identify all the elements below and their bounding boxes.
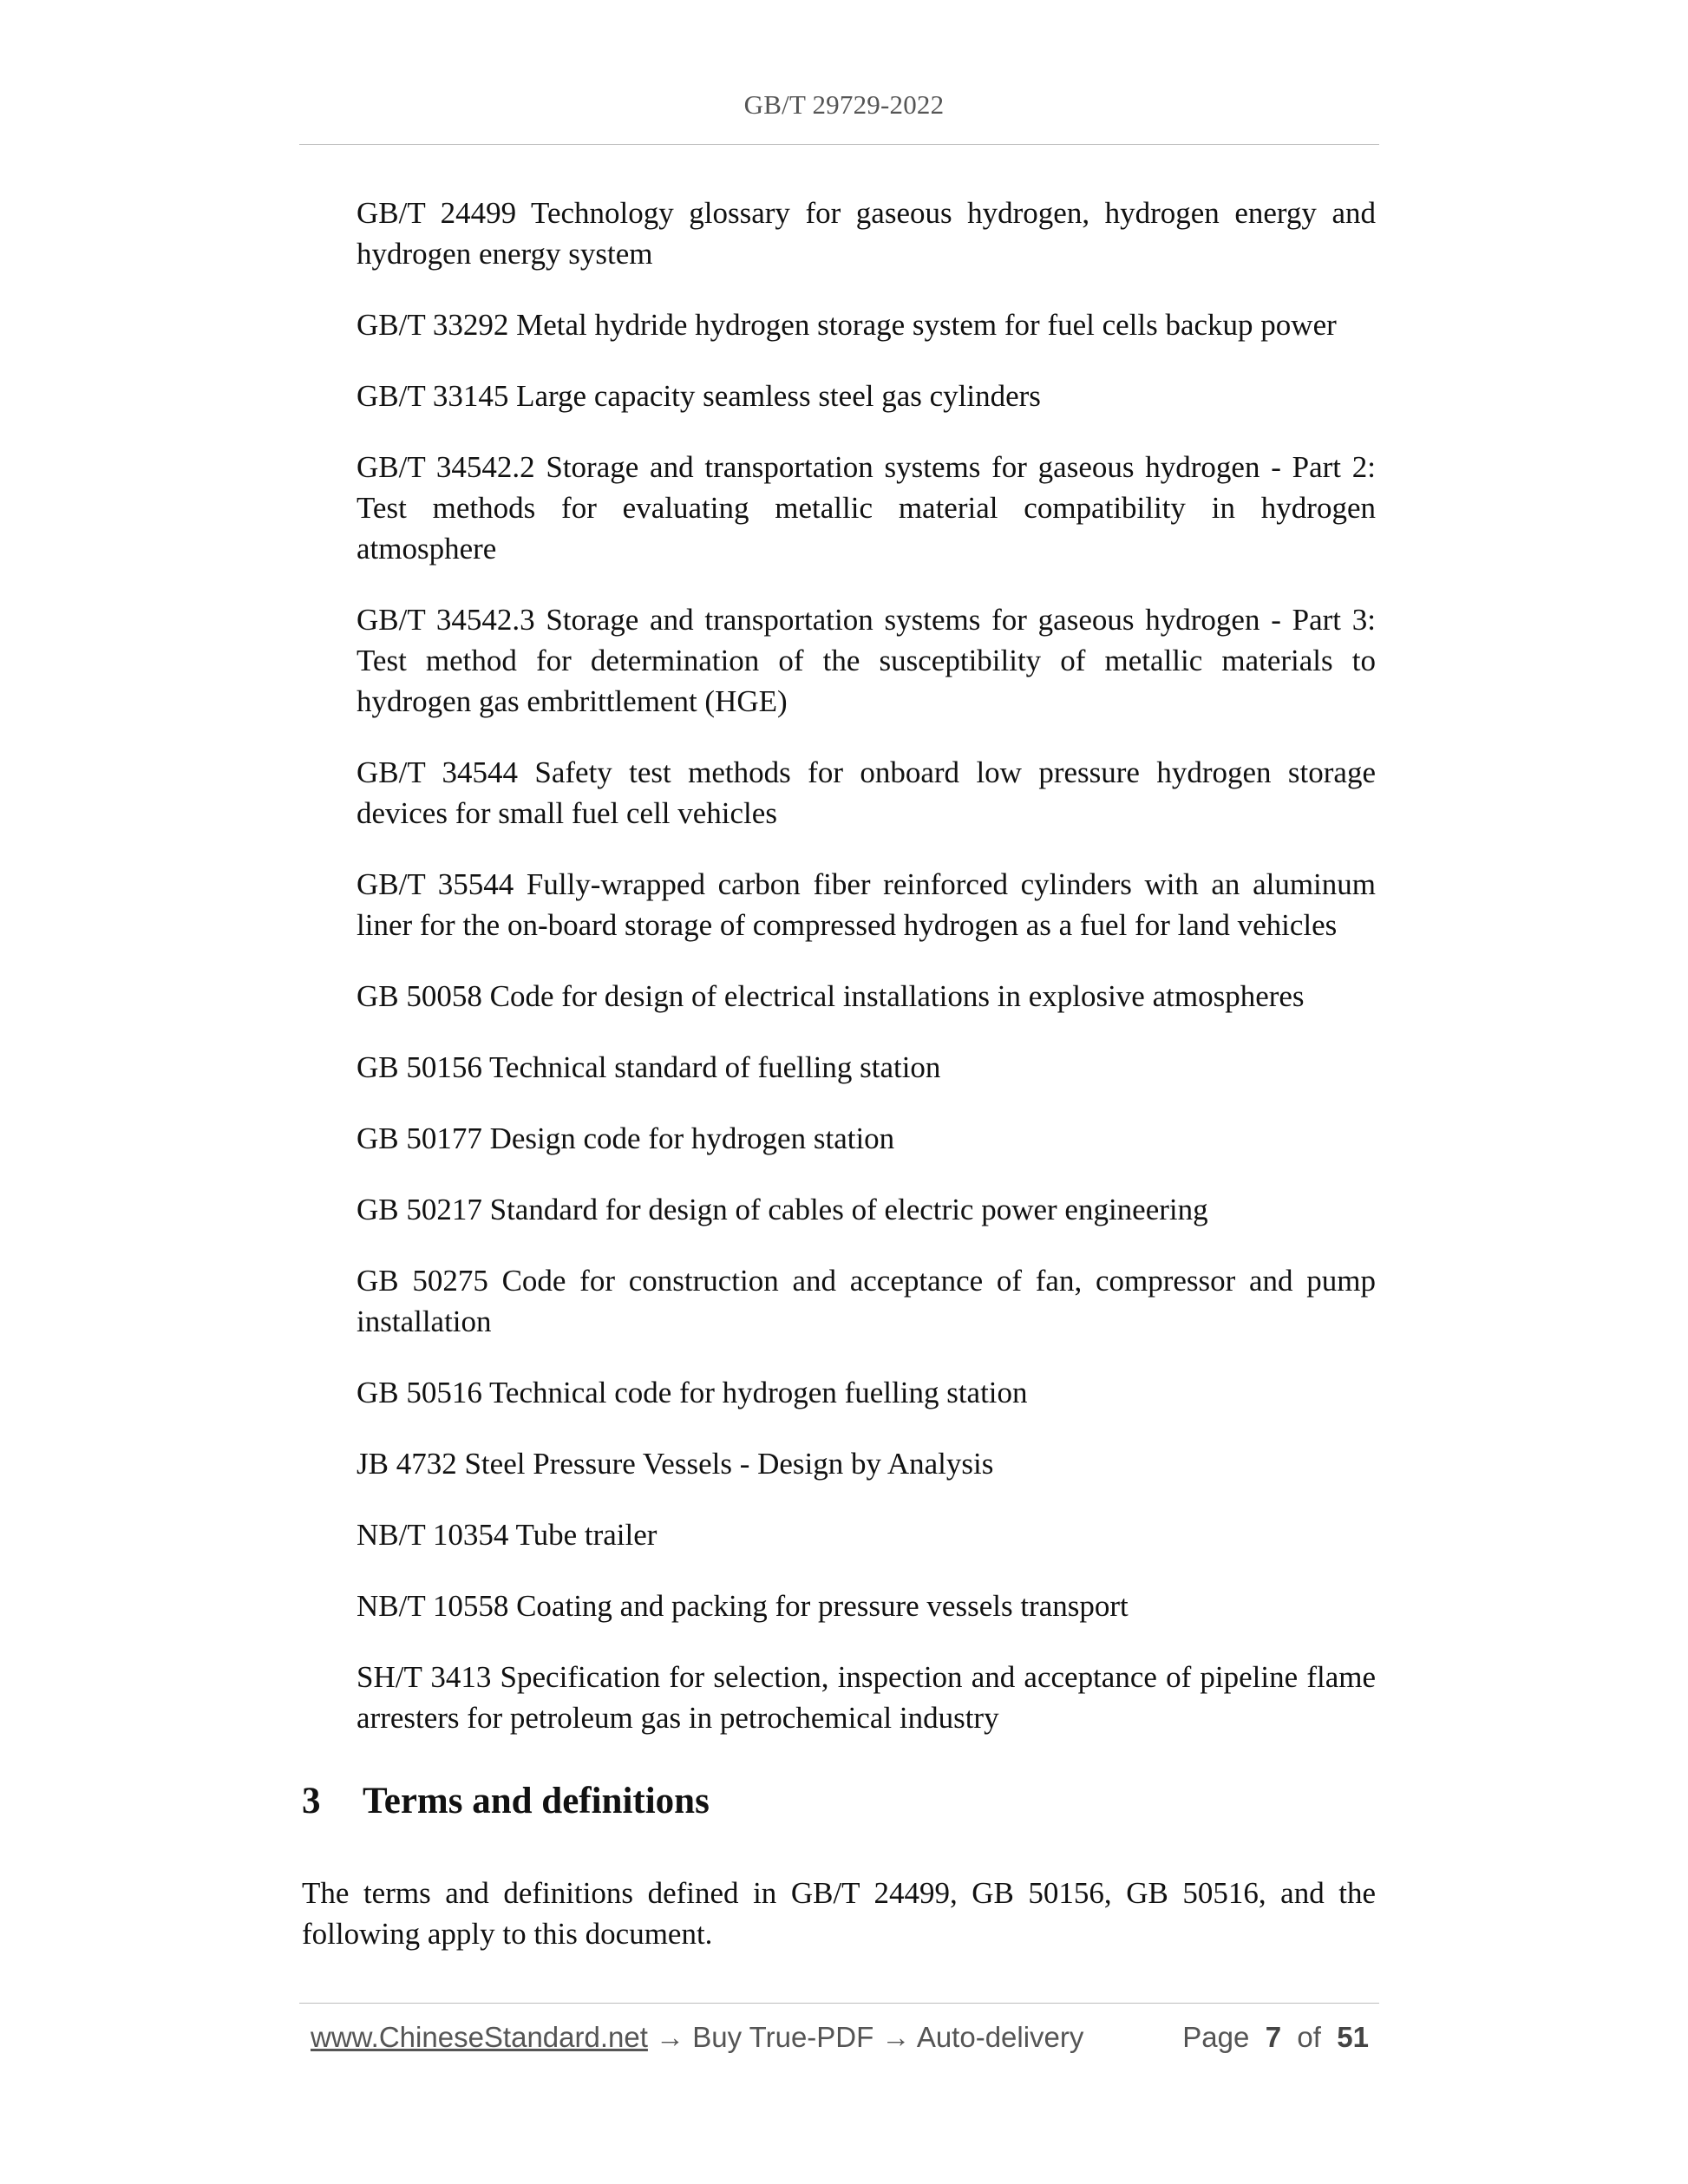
reference-item: GB 50058 Code for design of electrical installations in explosive atmospheres <box>357 979 1305 1013</box>
reference-item: GB/T 33292 Metal hydride hydrogen storage system for fuel cells backup power <box>357 308 1337 342</box>
page-current: 7 <box>1265 2021 1282 2053</box>
section-body-text: The terms and definitions defined in GB/T 24499, GB 50156, GB 50516, and the following apply to this document. <box>302 1876 1376 1951</box>
page-label: Page <box>1182 2021 1250 2053</box>
reference-item: GB/T 24499 Technology glossary for gaseous hydrogen, hydrogen energy and hydrogen energy system <box>357 196 1376 271</box>
reference-item: GB/T 33145 Large capacity seamless steel gas cylinders <box>357 379 1041 413</box>
normative-references-list <box>357 193 1376 1769</box>
reference-item: JB 4732 Steel Pressure Vessels - Design by Analysis <box>357 1447 994 1481</box>
header-divider <box>299 144 1379 145</box>
header-document-id: GB/T 29729-2022 <box>743 89 945 120</box>
section-title: Terms and definitions <box>363 1781 710 1821</box>
reference-item: GB/T 35544 Fully-wrapped carbon fiber reinforced cylinders with an aluminum liner for the on-board storage of compressed hydrogen as a fuel for land vehicles <box>357 867 1376 942</box>
reference-item: NB/T 10558 Coating and packing for pressure vessels transport <box>357 1589 1129 1623</box>
page-number <box>1182 2021 1369 2054</box>
reference-item: GB/T 34542.2 Storage and transportation systems for gaseous hydrogen - Part 2: Test methods for evaluating metallic material compatibility in hydrogen atmosphere <box>357 450 1376 566</box>
reference-item: GB 50156 Technical standard of fuelling station <box>357 1050 941 1084</box>
website-link[interactable]: www.ChineseStandard.net <box>311 2021 648 2053</box>
section-number: 3 <box>302 1781 321 1821</box>
reference-item: GB/T 34542.3 Storage and transportation systems for gaseous hydrogen - Part 3: Test method for determination of the susceptibility of metallic materials to hydrogen gas embrittlement (HGE) <box>357 603 1376 718</box>
page-total: 51 <box>1337 2021 1369 2053</box>
reference-item: SH/T 3413 Specification for selection, inspection and acceptance of pipeline flame arresters for petroleum gas in petrochemical industry <box>357 1660 1376 1735</box>
reference-item: GB 50177 Design code for hydrogen station <box>357 1121 895 1155</box>
reference-item: NB/T 10354 Tube trailer <box>357 1518 658 1552</box>
reference-item: GB 50275 Code for construction and acceptance of fan, compressor and pump installation <box>357 1264 1376 1338</box>
reference-item: GB/T 34544 Safety test methods for onboard low pressure hydrogen storage devices for small fuel cell vehicles <box>357 755 1376 830</box>
page-of-label: of <box>1297 2021 1321 2053</box>
footer-promo-text: → Buy True-PDF → Auto-delivery <box>647 2021 1084 2053</box>
footer-divider <box>299 2003 1379 2004</box>
reference-item: GB 50516 Technical code for hydrogen fuelling station <box>357 1376 1028 1409</box>
reference-item: GB 50217 Standard for design of cables of electric power engineering <box>357 1193 1208 1226</box>
page-footer <box>311 2021 1369 2054</box>
footer-promo <box>311 2021 1083 2054</box>
section-heading <box>302 1780 710 1822</box>
